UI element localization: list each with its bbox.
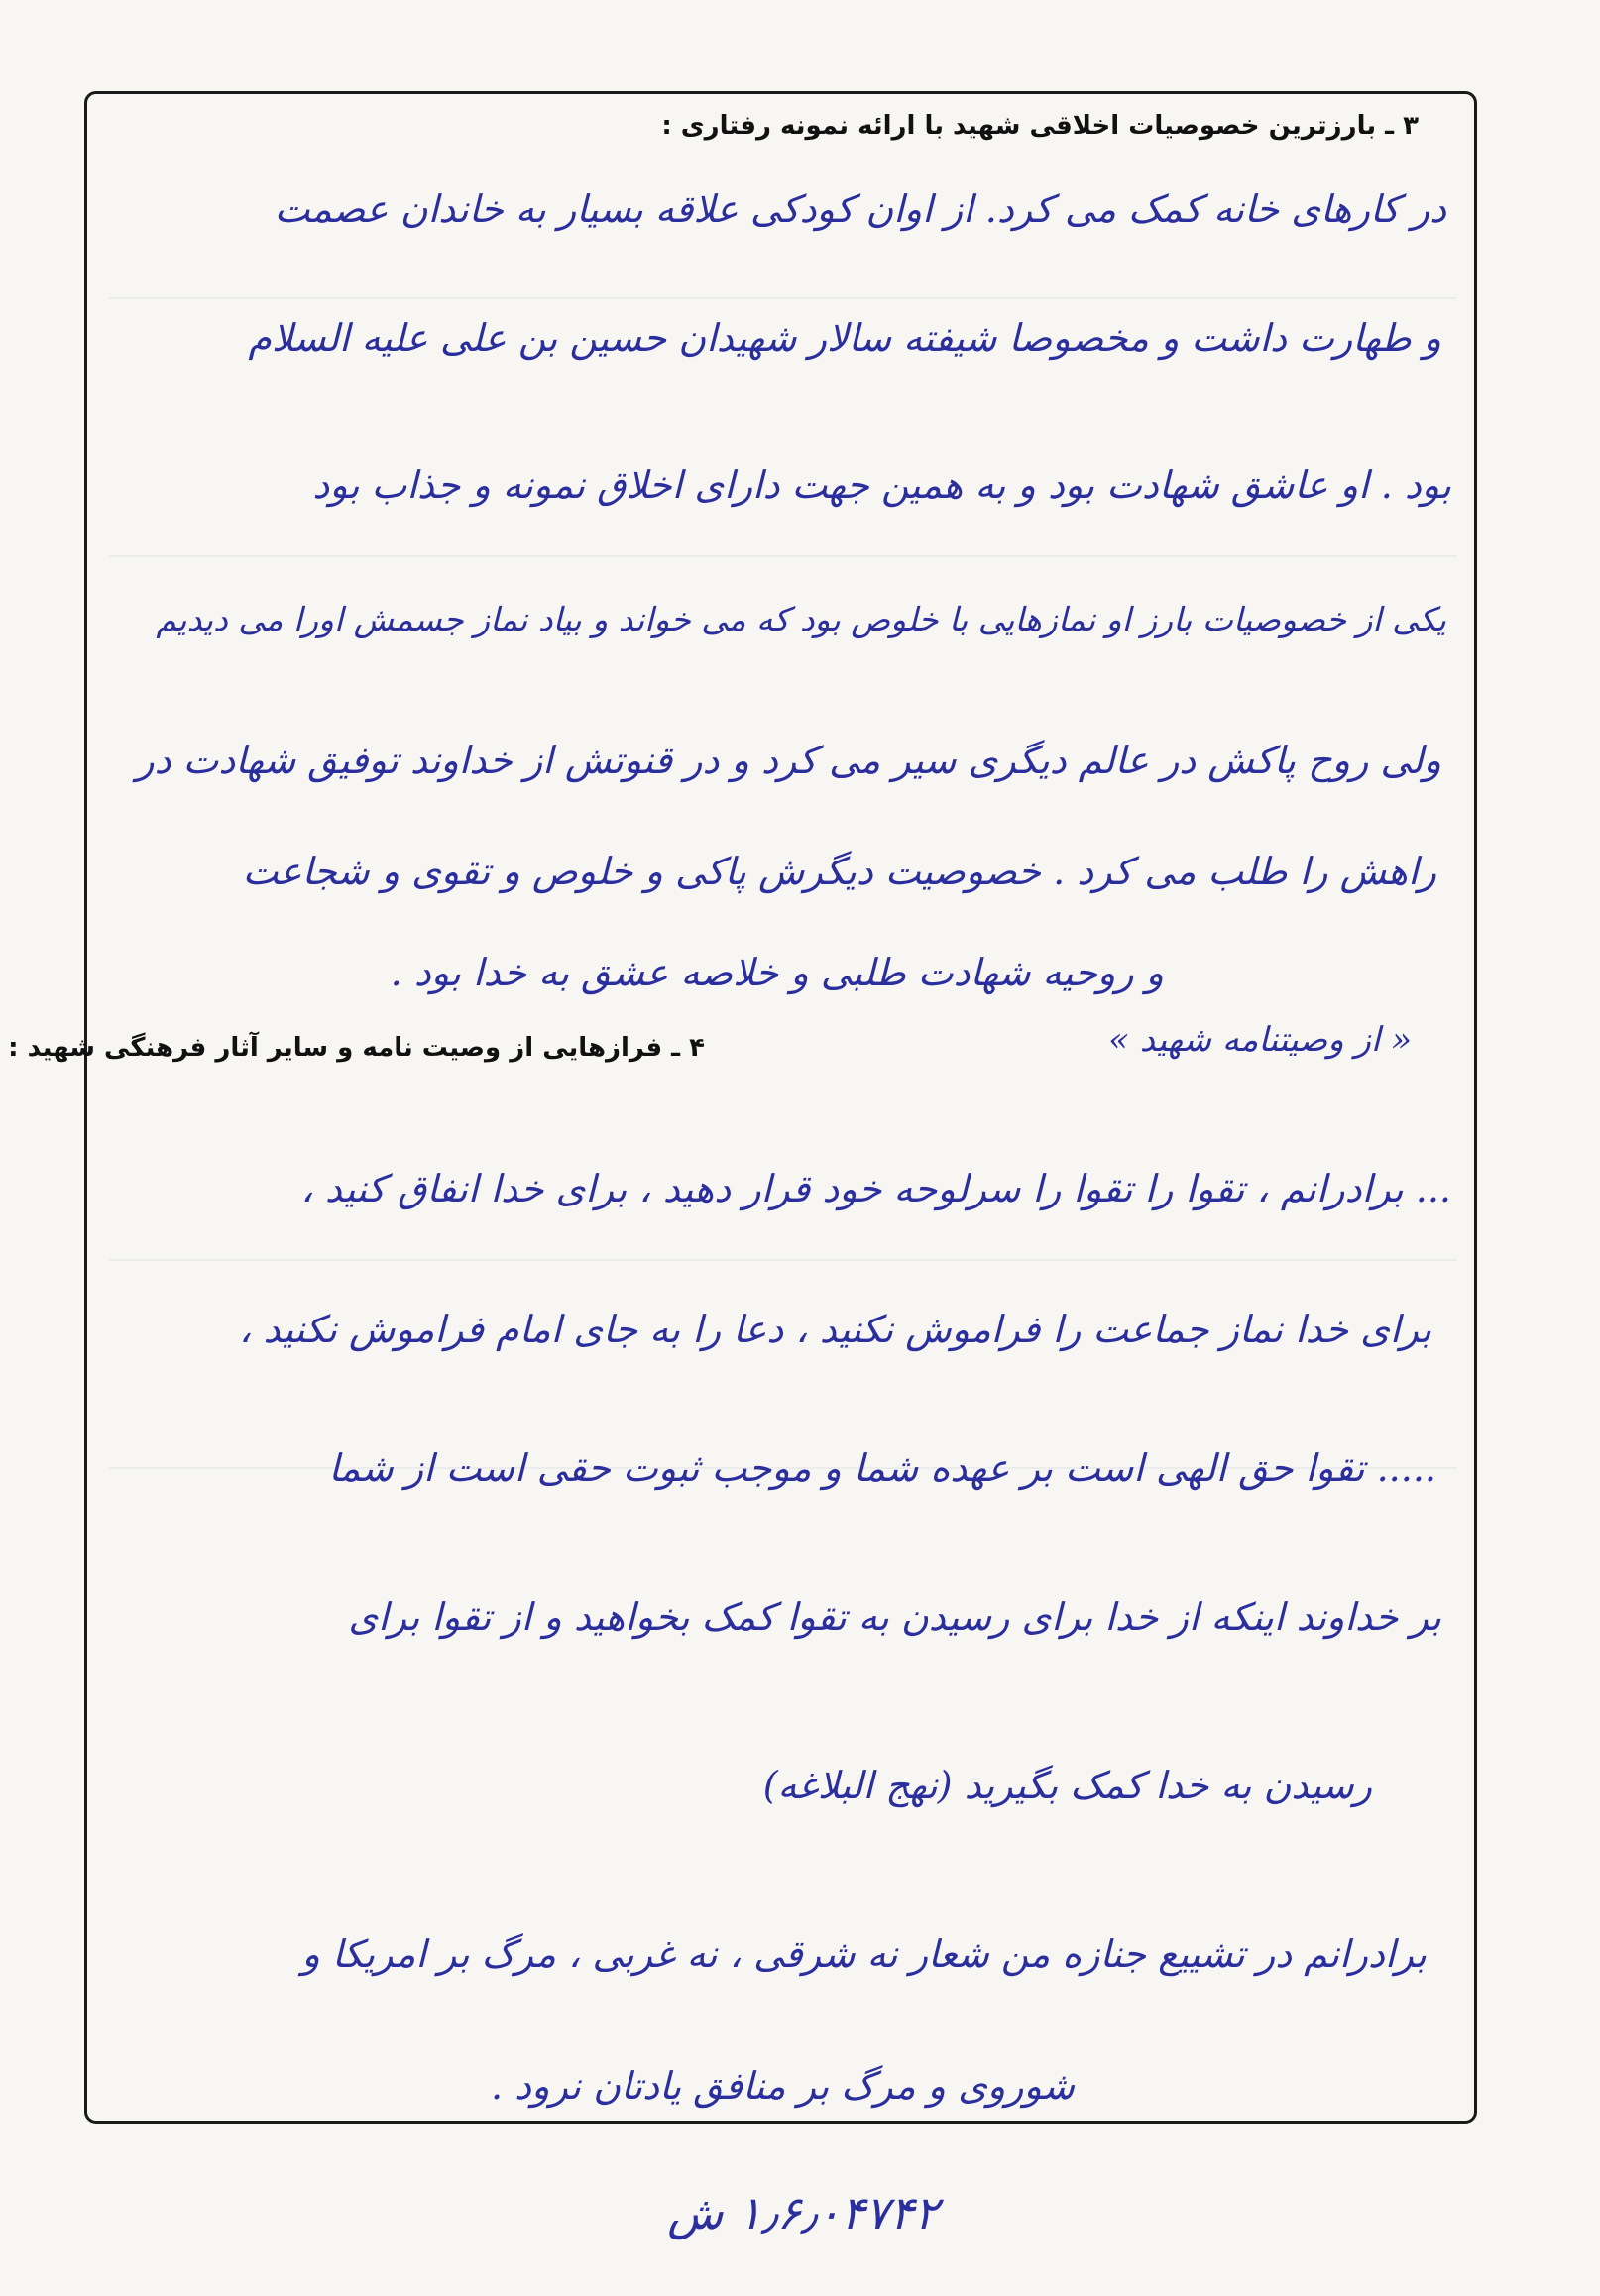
handwritten-line: بر خداوند اینکه از خدا برای رسیدن به تقوا کمک بخواهید و از تقوا برای bbox=[348, 1595, 1441, 1639]
handwritten-line: برای خدا نماز جماعت را فراموش نکنید ، دعا را به جای امام فراموش نکنید ، bbox=[239, 1308, 1431, 1351]
handwritten-line: راهش را طلب می کرد . خصوصیت دیگرش پاکی و خلوص و تقوی و شجاعت bbox=[242, 850, 1436, 893]
will-excerpt-tag: « از وصیتنامه شهید » bbox=[1108, 1020, 1412, 1060]
handwritten-line: رسیدن به خدا کمک بگیرید (نهج البلاغه) bbox=[762, 1764, 1372, 1807]
handwritten-line: بود . او عاشق شهادت بود و به همین جهت دارای اخلاق نمونه و جذاب بود bbox=[312, 463, 1451, 507]
handwritten-line: در کارهای خانه کمک می کرد. از اوان کودکی علاقه بسیار به خاندان عصمت bbox=[274, 187, 1446, 231]
section3-heading: ۳ ـ بارزترین خصوصیات اخلاقی شهید با ارائه نمونه رفتاری : bbox=[661, 111, 1419, 141]
handwritten-line: ولی روح پاکش در عالم دیگری سیر می کرد و در قنوتش از خداوند توفیق شهادت در bbox=[136, 739, 1441, 782]
handwritten-line: و طهارت داشت و مخصوصا شیفته سالار شهیدان حسین بن علی علیه السلام bbox=[248, 316, 1441, 360]
handwritten-line: ..... تقوا حق الهی است بر عهده شما و موجب ثبوت حقی است از شما bbox=[328, 1446, 1436, 1490]
handwritten-line: یکی از خصوصیات بارز او نمازهایی با خلوص بود که می خواند و بیاد نماز جسمش اورا می دیدیم bbox=[156, 600, 1446, 638]
form-frame bbox=[84, 91, 1477, 2124]
section4-heading: ۴ ـ فرازهایی از وصیت نامه و سایر آثار فرهنگی شهید : bbox=[8, 1033, 705, 1063]
handwritten-line: ... برادرانم ، تقوا را تقوا را سرلوحه خود قرار دهید ، برای خدا انفاق کنید ، bbox=[300, 1167, 1451, 1210]
handwritten-line: و روحیه شهادت طلبی و خلاصه عشق به خدا بود . bbox=[390, 951, 1164, 994]
handwritten-line: شوروی و مرگ بر منافق یادتان نرود . bbox=[491, 2064, 1075, 2108]
document-code: ۱٫۶٫۰۴۷۴۲ ش bbox=[667, 2186, 939, 2239]
handwritten-line: برادرانم در تشییع جنازه من شعار نه شرقی ، نه غربی ، مرگ بر امریکا و bbox=[301, 1932, 1427, 1976]
